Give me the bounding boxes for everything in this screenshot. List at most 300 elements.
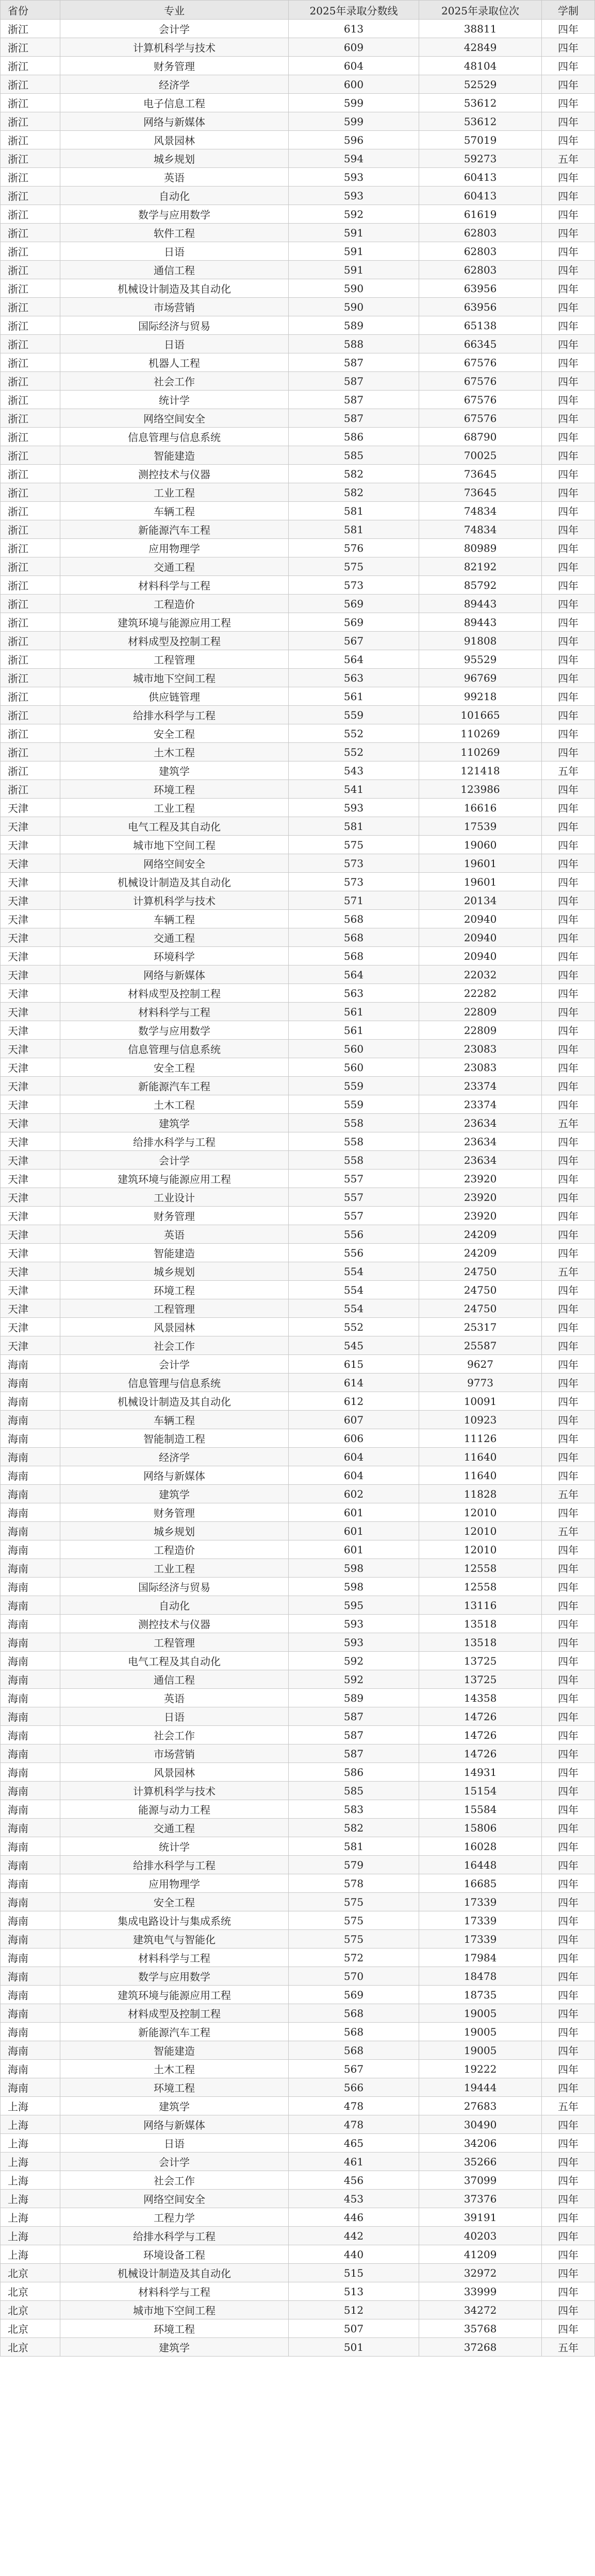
cell-score: 615 [289,1355,419,1374]
cell-rank: 34206 [419,2134,542,2153]
cell-years: 四年 [542,2301,595,2319]
cell-province: 浙江 [1,595,60,613]
cell-province: 浙江 [1,706,60,724]
cell-major: 城乡规划 [60,149,289,168]
cell-years: 五年 [542,1114,595,1132]
table-row [1,1151,595,1170]
cell-province: 海南 [1,1578,60,1596]
cell-rank: 23083 [419,1040,542,1058]
cell-province: 天津 [1,891,60,910]
cell-years: 四年 [542,910,595,928]
cell-province: 海南 [1,1967,60,1986]
cell-province: 浙江 [1,261,60,279]
cell-score: 558 [289,1151,419,1170]
cell-rank: 14726 [419,1744,542,1763]
cell-years: 四年 [542,1448,595,1466]
cell-years: 四年 [542,2264,595,2282]
cell-score: 601 [289,1522,419,1540]
table-row [1,1689,595,1707]
cell-score: 599 [289,112,419,131]
cell-rank: 14726 [419,1707,542,1726]
cell-score: 582 [289,1819,419,1837]
cell-major: 日语 [60,335,289,353]
cell-rank: 62803 [419,224,542,242]
cell-province: 天津 [1,965,60,984]
cell-years: 四年 [542,780,595,799]
cell-major: 材料科学与工程 [60,576,289,595]
table-row [1,2153,595,2171]
cell-rank: 34272 [419,2301,542,2319]
table-row [1,279,595,298]
cell-major: 环境工程 [60,2078,289,2097]
cell-rank: 89443 [419,595,542,613]
cell-score: 566 [289,2078,419,2097]
cell-rank: 89443 [419,613,542,632]
cell-major: 城市地下空间工程 [60,669,289,687]
cell-score: 591 [289,242,419,261]
cell-province: 天津 [1,1318,60,1336]
cell-province: 天津 [1,910,60,928]
cell-rank: 32972 [419,2264,542,2282]
cell-score: 599 [289,94,419,112]
table-row [1,1503,595,1522]
cell-score: 556 [289,1225,419,1244]
table-row [1,131,595,149]
cell-score: 587 [289,353,419,372]
cell-rank: 57019 [419,131,542,149]
header-province: 省份 [1,1,60,20]
cell-province: 浙江 [1,687,60,706]
cell-years: 五年 [542,2097,595,2115]
cell-rank: 42849 [419,38,542,57]
cell-years: 四年 [542,1578,595,1596]
cell-rank: 18735 [419,1986,542,2004]
table-row [1,94,595,112]
cell-years: 四年 [542,1930,595,1948]
cell-rank: 19601 [419,873,542,891]
table-row [1,2004,595,2023]
cell-province: 浙江 [1,279,60,298]
table-row [1,1911,595,1930]
cell-major: 工程管理 [60,650,289,669]
cell-rank: 16685 [419,1874,542,1893]
cell-province: 浙江 [1,57,60,75]
cell-province: 天津 [1,1003,60,1021]
cell-rank: 24209 [419,1225,542,1244]
cell-province: 上海 [1,2227,60,2245]
table-row [1,2338,595,2357]
cell-score: 570 [289,1967,419,1986]
cell-major: 自动化 [60,187,289,205]
cell-years: 四年 [542,706,595,724]
cell-score: 592 [289,1670,419,1689]
cell-province: 天津 [1,854,60,873]
cell-major: 市场营销 [60,1744,289,1763]
cell-score: 583 [289,1800,419,1819]
cell-major: 建筑环境与能源应用工程 [60,1986,289,2004]
table-row [1,2115,595,2134]
table-row [1,242,595,261]
table-row [1,1967,595,1986]
cell-rank: 38811 [419,20,542,38]
cell-years: 四年 [542,168,595,187]
cell-score: 586 [289,428,419,446]
cell-province: 浙江 [1,94,60,112]
cell-province: 浙江 [1,298,60,316]
cell-score: 593 [289,1615,419,1633]
table-row [1,1578,595,1596]
cell-score: 581 [289,817,419,836]
cell-rank: 16616 [419,799,542,817]
cell-province: 浙江 [1,409,60,428]
cell-major: 材料成型及控制工程 [60,632,289,650]
cell-major: 数学与应用数学 [60,205,289,224]
cell-major: 工程管理 [60,1299,289,1318]
cell-score: 552 [289,724,419,743]
cell-province: 浙江 [1,168,60,187]
cell-province: 天津 [1,1077,60,1095]
cell-years: 四年 [542,1744,595,1763]
cell-province: 海南 [1,1411,60,1429]
table-row [1,873,595,891]
cell-score: 587 [289,372,419,391]
table-row [1,335,595,353]
cell-major: 风景园林 [60,1763,289,1782]
cell-major: 统计学 [60,391,289,409]
table-row [1,1726,595,1744]
cell-score: 612 [289,1392,419,1411]
cell-major: 经济学 [60,75,289,94]
cell-years: 四年 [542,131,595,149]
cell-score: 501 [289,2338,419,2357]
cell-rank: 20134 [419,891,542,910]
cell-major: 自动化 [60,1596,289,1615]
table-row [1,1615,595,1633]
cell-major: 财务管理 [60,1503,289,1522]
cell-rank: 63956 [419,279,542,298]
cell-major: 信息管理与信息系统 [60,1040,289,1058]
cell-years: 四年 [542,465,595,483]
cell-score: 561 [289,687,419,706]
cell-province: 海南 [1,1837,60,1856]
cell-major: 能源与动力工程 [60,1800,289,1819]
cell-major: 信息管理与信息系统 [60,428,289,446]
cell-score: 568 [289,928,419,947]
cell-years: 四年 [542,2023,595,2041]
table-row [1,205,595,224]
cell-province: 天津 [1,873,60,891]
cell-years: 四年 [542,2190,595,2208]
cell-score: 604 [289,1466,419,1485]
cell-province: 浙江 [1,205,60,224]
cell-years: 四年 [542,1633,595,1652]
cell-major: 车辆工程 [60,910,289,928]
table-row [1,298,595,316]
cell-years: 四年 [542,669,595,687]
cell-score: 595 [289,1596,419,1615]
cell-province: 天津 [1,1207,60,1225]
cell-score: 557 [289,1170,419,1188]
table-row [1,891,595,910]
cell-score: 557 [289,1188,419,1207]
cell-major: 建筑学 [60,761,289,780]
cell-province: 浙江 [1,187,60,205]
table-body [1,20,595,2357]
cell-province: 浙江 [1,353,60,372]
cell-years: 四年 [542,965,595,984]
table-row [1,1262,595,1281]
cell-score: 563 [289,984,419,1003]
cell-major: 机器人工程 [60,353,289,372]
cell-rank: 10923 [419,1411,542,1429]
cell-rank: 110269 [419,743,542,761]
cell-score: 573 [289,576,419,595]
cell-major: 信息管理与信息系统 [60,1374,289,1392]
cell-score: 587 [289,391,419,409]
cell-score: 563 [289,669,419,687]
table-row [1,1244,595,1262]
cell-rank: 13518 [419,1633,542,1652]
table-row [1,112,595,131]
cell-province: 海南 [1,1429,60,1448]
cell-rank: 19005 [419,2004,542,2023]
cell-rank: 17339 [419,1930,542,1948]
cell-major: 建筑环境与能源应用工程 [60,613,289,632]
cell-major: 社会工作 [60,2171,289,2190]
cell-rank: 11126 [419,1429,542,1448]
cell-rank: 73645 [419,465,542,483]
cell-major: 工业设计 [60,1188,289,1207]
cell-province: 海南 [1,1503,60,1522]
cell-major: 统计学 [60,1837,289,1856]
cell-major: 新能源汽车工程 [60,2023,289,2041]
cell-rank: 40203 [419,2227,542,2245]
cell-rank: 14931 [419,1763,542,1782]
cell-major: 英语 [60,1689,289,1707]
cell-major: 工业工程 [60,1559,289,1578]
cell-years: 四年 [542,1782,595,1800]
cell-province: 海南 [1,1911,60,1930]
cell-years: 五年 [542,1522,595,1540]
cell-rank: 59273 [419,149,542,168]
cell-score: 592 [289,1652,419,1670]
cell-rank: 12010 [419,1522,542,1540]
cell-years: 四年 [542,1207,595,1225]
cell-score: 591 [289,261,419,279]
cell-province: 海南 [1,1744,60,1763]
cell-score: 585 [289,446,419,465]
cell-major: 环境设备工程 [60,2245,289,2264]
cell-rank: 70025 [419,446,542,465]
cell-score: 572 [289,1948,419,1967]
cell-major: 材料成型及控制工程 [60,2004,289,2023]
cell-rank: 101665 [419,706,542,724]
table-row [1,2134,595,2153]
cell-score: 593 [289,187,419,205]
table-row [1,910,595,928]
cell-rank: 20940 [419,910,542,928]
cell-province: 北京 [1,2301,60,2319]
cell-rank: 16028 [419,1837,542,1856]
cell-score: 601 [289,1503,419,1522]
cell-province: 海南 [1,1874,60,1893]
table-row [1,261,595,279]
cell-years: 四年 [542,1726,595,1744]
cell-major: 软件工程 [60,224,289,242]
table-row [1,1670,595,1689]
table-row [1,1132,595,1151]
cell-years: 四年 [542,298,595,316]
cell-years: 四年 [542,446,595,465]
cell-major: 网络与新媒体 [60,2115,289,2134]
table-row [1,836,595,854]
cell-province: 北京 [1,2264,60,2282]
cell-major: 材料科学与工程 [60,1948,289,1967]
table-row [1,780,595,799]
cell-years: 四年 [542,1837,595,1856]
cell-province: 浙江 [1,391,60,409]
table-row [1,1021,595,1040]
table-row [1,1856,595,1874]
cell-province: 海南 [1,1392,60,1411]
cell-score: 554 [289,1262,419,1281]
cell-years: 四年 [542,1021,595,1040]
table-row [1,1930,595,1948]
cell-province: 浙江 [1,112,60,131]
cell-score: 607 [289,1411,419,1429]
cell-province: 海南 [1,1633,60,1652]
cell-rank: 13116 [419,1596,542,1615]
table-row [1,187,595,205]
cell-score: 558 [289,1114,419,1132]
cell-rank: 80989 [419,539,542,557]
cell-province: 浙江 [1,724,60,743]
cell-major: 风景园林 [60,131,289,149]
cell-province: 海南 [1,1726,60,1744]
cell-major: 计算机科学与技术 [60,1782,289,1800]
cell-score: 613 [289,20,419,38]
cell-rank: 68790 [419,428,542,446]
cell-rank: 22809 [419,1003,542,1021]
cell-province: 海南 [1,2060,60,2078]
cell-years: 五年 [542,1485,595,1503]
cell-score: 614 [289,1374,419,1392]
cell-years: 四年 [542,75,595,94]
cell-score: 554 [289,1281,419,1299]
cell-score: 581 [289,502,419,520]
cell-score: 545 [289,1336,419,1355]
cell-rank: 66345 [419,335,542,353]
cell-years: 四年 [542,1411,595,1429]
cell-score: 578 [289,1874,419,1893]
cell-rank: 22809 [419,1021,542,1040]
cell-rank: 35266 [419,2153,542,2171]
cell-score: 446 [289,2208,419,2227]
cell-major: 财务管理 [60,57,289,75]
cell-years: 四年 [542,2060,595,2078]
cell-rank: 30490 [419,2115,542,2134]
cell-score: 541 [289,780,419,799]
cell-years: 四年 [542,1986,595,2004]
cell-major: 交通工程 [60,1819,289,1837]
cell-province: 浙江 [1,539,60,557]
cell-years: 四年 [542,1244,595,1262]
cell-province: 北京 [1,2319,60,2338]
cell-major: 给排水科学与工程 [60,1132,289,1151]
cell-rank: 27683 [419,2097,542,2115]
cell-rank: 74834 [419,502,542,520]
cell-rank: 67576 [419,409,542,428]
cell-major: 社会工作 [60,1336,289,1355]
cell-score: 461 [289,2153,419,2171]
cell-rank: 17339 [419,1893,542,1911]
cell-major: 车辆工程 [60,1411,289,1429]
cell-years: 四年 [542,1707,595,1726]
table-row [1,75,595,94]
cell-years: 四年 [542,1819,595,1837]
cell-rank: 33999 [419,2282,542,2301]
cell-major: 日语 [60,2134,289,2153]
cell-major: 新能源汽车工程 [60,1077,289,1095]
cell-major: 建筑学 [60,1485,289,1503]
cell-major: 英语 [60,1225,289,1244]
cell-major: 安全工程 [60,1893,289,1911]
table-row [1,687,595,706]
cell-rank: 62803 [419,261,542,279]
table-row [1,1374,595,1392]
cell-rank: 91808 [419,632,542,650]
cell-years: 四年 [542,817,595,836]
cell-years: 四年 [542,20,595,38]
cell-major: 网络空间安全 [60,409,289,428]
cell-years: 四年 [542,1355,595,1374]
cell-score: 586 [289,1763,419,1782]
cell-major: 环境工程 [60,780,289,799]
cell-score: 552 [289,1318,419,1336]
cell-rank: 35768 [419,2319,542,2338]
cell-major: 测控技术与仪器 [60,465,289,483]
cell-province: 浙江 [1,669,60,687]
cell-years: 四年 [542,1299,595,1318]
cell-score: 587 [289,1726,419,1744]
cell-years: 四年 [542,1670,595,1689]
cell-province: 海南 [1,1689,60,1707]
cell-province: 上海 [1,2153,60,2171]
table-row [1,1782,595,1800]
cell-rank: 12010 [419,1503,542,1522]
cell-score: 593 [289,799,419,817]
cell-years: 四年 [542,2004,595,2023]
cell-major: 会计学 [60,20,289,38]
cell-years: 四年 [542,1077,595,1095]
cell-years: 四年 [542,1763,595,1782]
cell-score: 573 [289,873,419,891]
cell-years: 四年 [542,242,595,261]
cell-province: 海南 [1,1448,60,1466]
cell-major: 材料成型及控制工程 [60,984,289,1003]
cell-years: 四年 [542,557,595,576]
header-score: 2025年录取分数线 [289,1,419,20]
cell-province: 上海 [1,2097,60,2115]
cell-score: 588 [289,335,419,353]
cell-rank: 11828 [419,1485,542,1503]
table-row [1,2171,595,2190]
table-row [1,928,595,947]
cell-province: 浙江 [1,38,60,57]
cell-score: 587 [289,409,419,428]
cell-major: 网络与新媒体 [60,965,289,984]
cell-years: 四年 [542,1559,595,1578]
